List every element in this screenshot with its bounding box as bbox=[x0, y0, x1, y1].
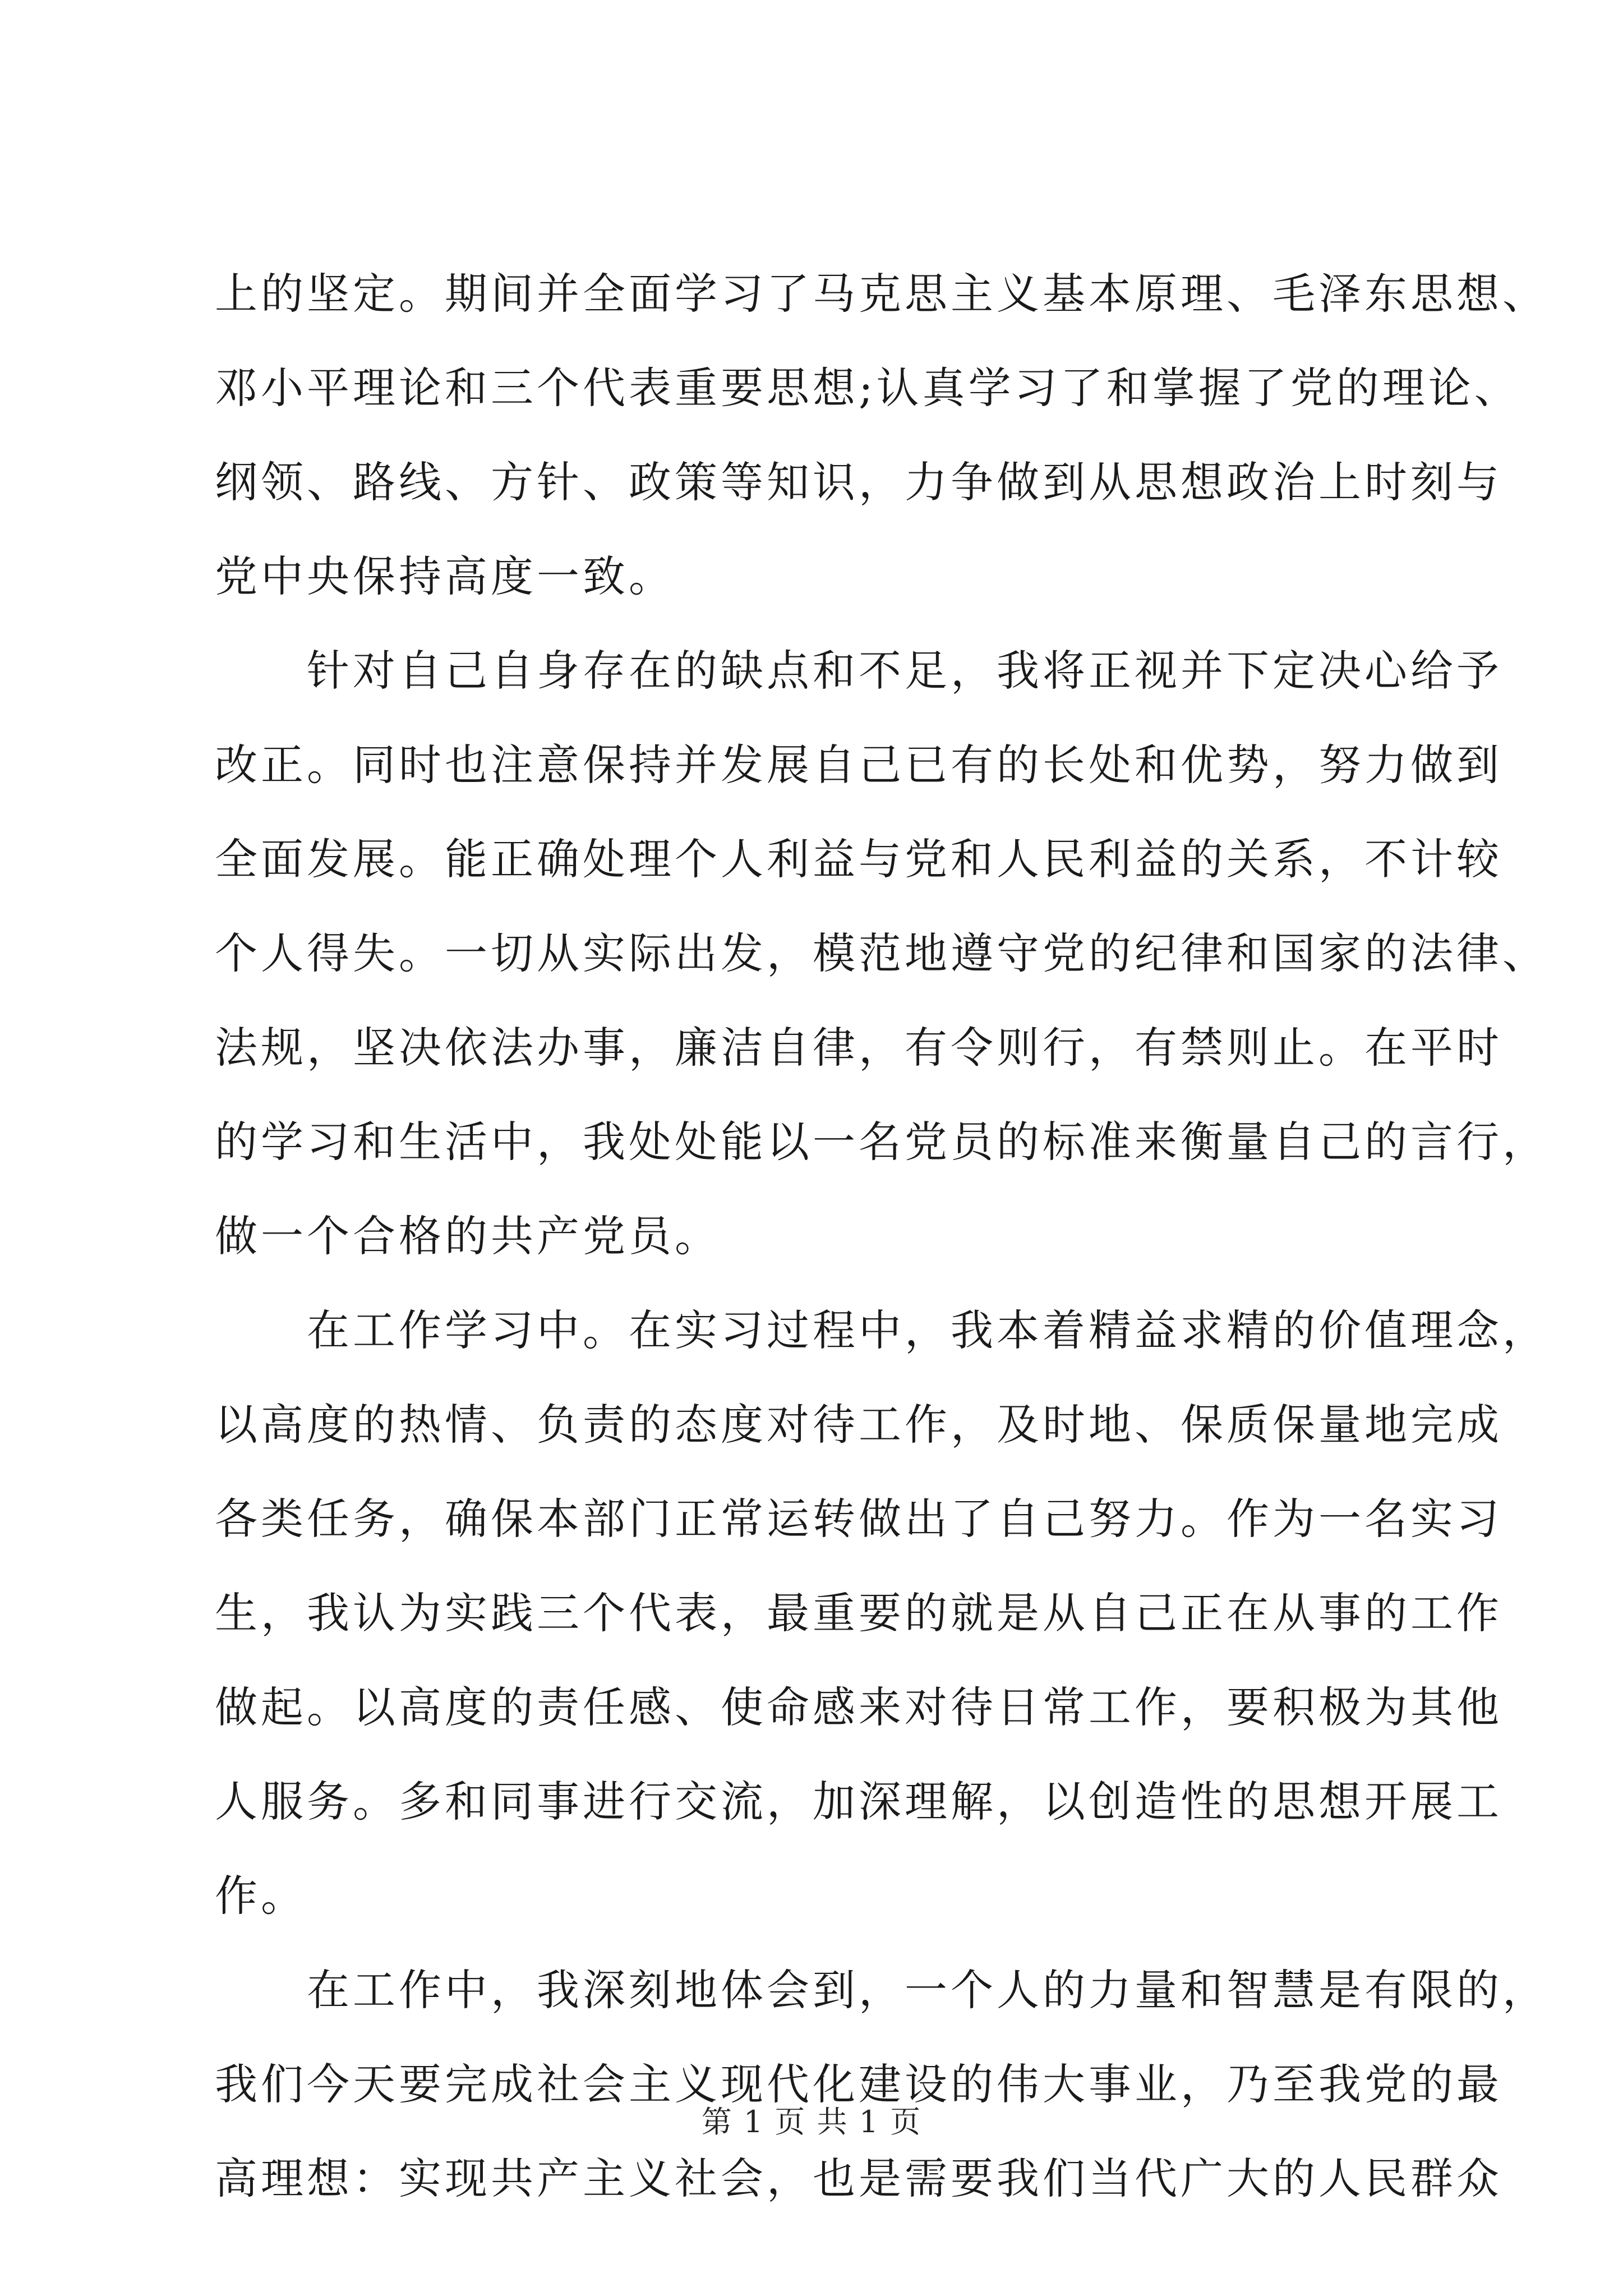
text-line: 在工作学习中。在实习过程中，我本着精益求精的价值理念， bbox=[307, 1305, 1548, 1355]
text-line: 法规，坚决依法办事，廉洁自律，有令则行，有禁则止。在平时 bbox=[215, 1023, 1502, 1073]
text-line: 纲领、路线、方针、政策等知识，力争做到从思想政治上时刻与 bbox=[215, 457, 1502, 507]
text-line: 高理想：实现共产主义社会，也是需要我们当代广大的人民群众 bbox=[215, 2154, 1502, 2203]
text-line: 全面发展。能正确处理个人利益与党和人民利益的关系，不计较 bbox=[215, 834, 1502, 884]
text-line: 针对自己自身存在的缺点和不足，我将正视并下定决心给予 bbox=[307, 646, 1502, 696]
text-line: 我们今天要完成社会主义现代化建设的伟大事业，乃至我党的最 bbox=[215, 2059, 1502, 2109]
text-line: 生，我认为实践三个代表，最重要的就是从自己正在从事的工作 bbox=[215, 1588, 1502, 1638]
text-line: 在工作中，我深刻地体会到，一个人的力量和智慧是有限的， bbox=[307, 1965, 1548, 2015]
page-footer: 第 1 页 共 1 页 bbox=[701, 2104, 922, 2139]
text-line: 党中央保持高度一致。 bbox=[215, 551, 675, 601]
text-line: 改正。同时也注意保持并发展自己已有的长处和优势，努力做到 bbox=[215, 740, 1502, 790]
text-line: 以高度的热情、负责的态度对待工作，及时地、保质保量地完成 bbox=[215, 1400, 1502, 1450]
text-line: 上的坚定。期间并全面学习了马克思主义基本原理、毛泽东思想、 bbox=[215, 269, 1548, 319]
text-line: 做一个合格的共产党员。 bbox=[215, 1211, 721, 1261]
document-body bbox=[215, 247, 1548, 2226]
text-line: 的学习和生活中，我处处能以一名党员的标准来衡量自己的言行， bbox=[215, 1117, 1548, 1167]
text-line: 人服务。多和同事进行交流，加深理解，以创造性的思想开展工 bbox=[215, 1777, 1502, 1826]
text-line: 个人得失。一切从实际出发，模范地遵守党的纪律和国家的法律、 bbox=[215, 928, 1548, 978]
text-line: 邓小平理论和三个代表重要思想;认真学习了和掌握了党的理论、 bbox=[215, 363, 1520, 413]
text-line: 做起。以高度的责任感、使命感来对待日常工作，要积极为其他 bbox=[215, 1682, 1502, 1732]
text-line: 各类任务，确保本部门正常运转做出了自己努力。作为一名实习 bbox=[215, 1494, 1502, 1544]
text-line: 作。 bbox=[215, 1871, 307, 1921]
